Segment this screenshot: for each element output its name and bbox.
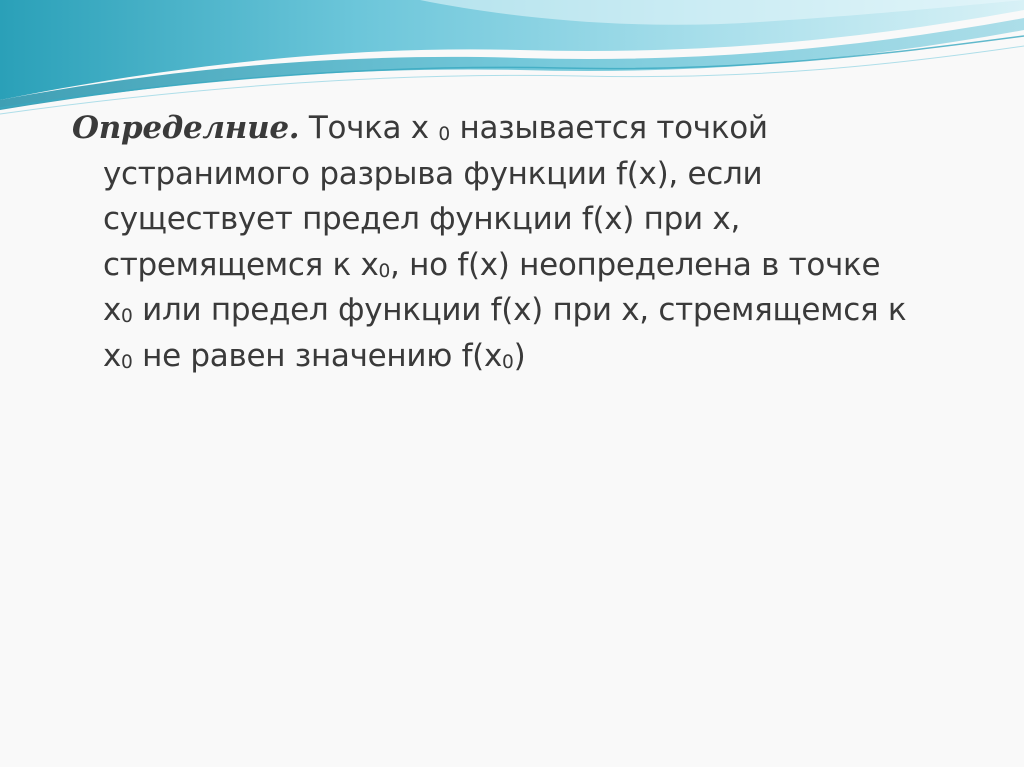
subscript: 0 (121, 351, 133, 373)
definition-line-6 (72, 334, 952, 380)
header-wave-decoration (0, 0, 1024, 120)
line-6-text-mid: не равен значению f(x (132, 337, 503, 374)
line-5-text: x (103, 292, 122, 328)
line-2-text: устранимого разрыва функции f(x), если (103, 155, 763, 192)
line-6-text-end: ) (513, 337, 526, 374)
definition-paragraph (72, 106, 952, 379)
subscript: 0 (438, 123, 450, 145)
line-1-text-end: называется точкой (449, 110, 768, 146)
definition-line-1 (72, 106, 952, 152)
line-5-text-end: или предел функции f(x) при x, стремящемся к (132, 292, 907, 328)
subscript: 0 (378, 260, 391, 282)
line-1-text: Точка x (299, 110, 439, 146)
line-4-text: стремящемся к x (103, 246, 379, 283)
subscript: 0 (502, 351, 514, 373)
subscript: 0 (121, 305, 133, 327)
definition-line-2 (72, 152, 952, 198)
line-4-text-end: , но f(x) неопределена в точке (390, 246, 881, 283)
definition-line-4 (72, 243, 952, 289)
line-3-text: существует предел функции f(x) при x, (103, 201, 740, 237)
definition-line-5 (72, 288, 952, 334)
line-6-text: x (103, 337, 122, 374)
definition-line-3 (72, 197, 952, 243)
definition-term: Определние. (72, 110, 300, 146)
